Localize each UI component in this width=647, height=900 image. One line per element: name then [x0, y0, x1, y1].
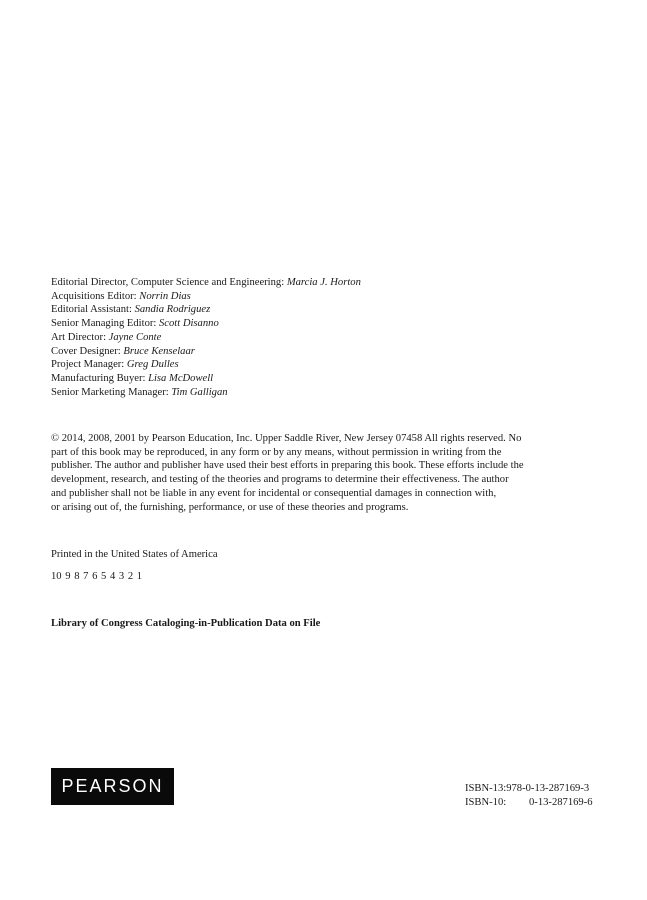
credit-name: Norrin Dias — [139, 290, 191, 302]
credit-line — [51, 276, 361, 290]
credit-line — [51, 358, 361, 372]
isbn-value: 978-0-13-287169-3 — [506, 783, 590, 794]
library-of-congress-data: Library of Congress Cataloging-in-Publication Data on File — [51, 618, 321, 629]
credit-role: Acquisitions Editor: — [51, 290, 137, 302]
credit-name: Greg Dulles — [126, 359, 179, 371]
credit-name: Sandia Rodriguez — [134, 304, 211, 316]
credit-line — [51, 290, 361, 304]
credit-line — [51, 372, 361, 386]
credit-role: Editorial Assistant: — [51, 304, 132, 316]
credit-name: Marcia J. Horton — [286, 277, 361, 288]
logo-text: PEARSON — [61, 776, 164, 796]
credit-line — [51, 331, 361, 345]
credit-role: Art Director: — [51, 331, 107, 343]
isbn-label: ISBN-10: — [465, 796, 507, 808]
credit-name: Tim Galligan — [171, 386, 228, 398]
isbn-block — [465, 782, 593, 809]
credit-name: Bruce Kenselaar — [123, 345, 195, 357]
printing-numbers: 10 9 8 7 6 5 4 3 2 1 — [51, 571, 143, 582]
copyright-line: development, research, and testing of the theories and programs to determine their effectiveness. The author — [51, 474, 509, 486]
credit-role: Senior Managing Editor: — [51, 318, 157, 330]
credit-role: Manufacturing Buyer: — [51, 372, 146, 384]
credit-name: Jayne Conte — [108, 331, 162, 343]
copyright-line: or arising out of, the furnishing, performance, or use of these theories and programs. — [51, 501, 409, 513]
credit-name: Scott Disanno — [159, 318, 219, 330]
credit-line — [51, 303, 361, 317]
copyright-line: publisher. The author and publisher have used their best efforts in preparing this book. These efforts include the — [51, 460, 524, 472]
credit-line — [51, 317, 361, 331]
isbn-10-row — [465, 796, 593, 810]
credits-block — [51, 276, 361, 399]
credit-name: Lisa McDowell — [148, 372, 214, 384]
credit-line — [51, 345, 361, 359]
isbn-label: ISBN-13: — [465, 783, 507, 794]
printed-in: Printed in the United States of America — [51, 549, 218, 560]
copyright-line: © 2014, 2008, 2001 by Pearson Education, Inc. Upper Saddle River, New Jersey 07458 All rights reserved. No — [51, 433, 522, 444]
credit-role: Cover Designer: — [51, 345, 121, 357]
copyright-notice — [51, 432, 596, 514]
credit-role: Project Manager: — [51, 359, 125, 371]
copyright-line: part of this book may be reproduced, in any form or by any means, without permission in writing from the — [51, 446, 502, 458]
pearson-logo — [51, 768, 174, 805]
isbn-value: 0-13-287169-6 — [529, 796, 593, 808]
credit-line — [51, 386, 361, 400]
copyright-line: and publisher shall not be liable in any event for incidental or consequential damages in connection with, — [51, 487, 497, 499]
isbn-13-row — [465, 782, 593, 796]
credit-role: Senior Marketing Manager: — [51, 386, 169, 398]
credit-role: Editorial Director, Computer Science and Engineering: — [51, 277, 285, 288]
